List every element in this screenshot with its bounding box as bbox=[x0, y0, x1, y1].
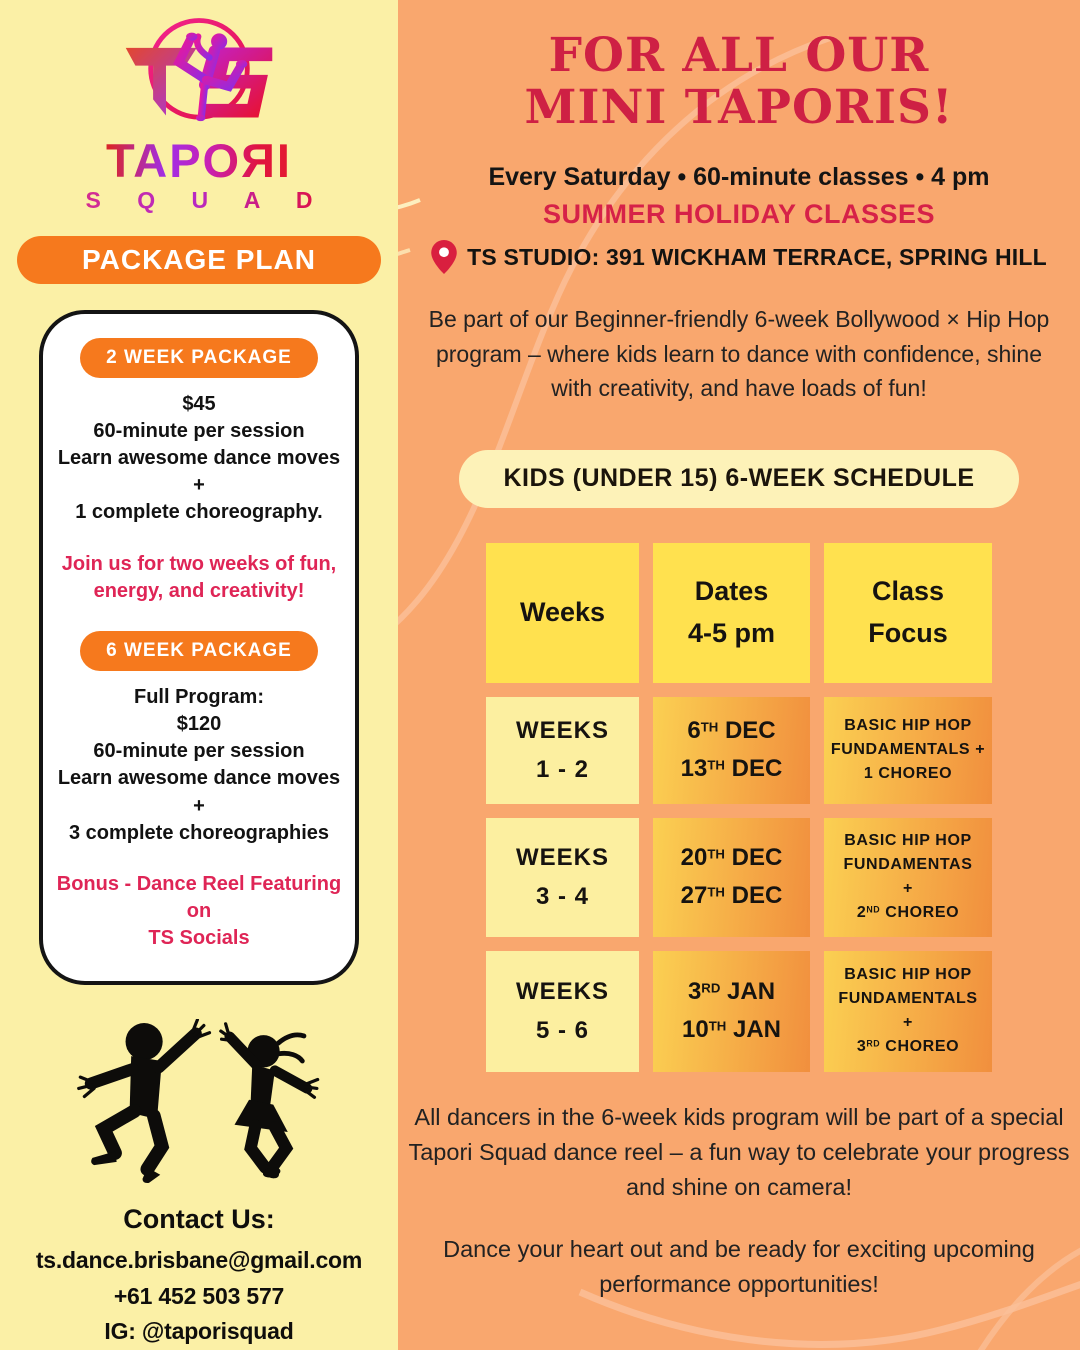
schedule-focus-cell bbox=[824, 951, 992, 1072]
package-detail-line: Full Program: bbox=[133, 685, 264, 708]
schedule-table bbox=[486, 543, 992, 1072]
right-panel bbox=[398, 0, 1080, 1350]
weeks-line: 1 - 2 bbox=[535, 756, 590, 784]
schedule-header-cell bbox=[824, 543, 992, 683]
studio-address: TS STUDIO: 391 WICKHAM TERRACE, SPRING HILL bbox=[467, 243, 1047, 270]
highlight-line: Bonus - Dance Reel Featuring on bbox=[56, 873, 342, 923]
class-time-line: Every Saturday • 60-minute classes • 4 pm bbox=[488, 163, 990, 192]
package-detail-line: 60-minute per session bbox=[93, 419, 305, 442]
left-panel bbox=[0, 0, 398, 1350]
weeks-line: WEEKS bbox=[515, 977, 609, 1005]
header-line: Dates bbox=[694, 576, 769, 607]
package-detail-line: $120 bbox=[176, 713, 222, 736]
weeks-line: WEEKS bbox=[515, 843, 609, 871]
ordinal-suffix: RD bbox=[866, 1038, 881, 1049]
program-intro: Be part of our Beginner-friendly 6-week Bollywood × Hip Hop program – where kids learn to dance with confidence, shine with creativity, and have loads of fun! bbox=[428, 306, 1050, 402]
package-badge: 6 WEEK PACKAGE bbox=[80, 631, 318, 671]
date-line: 10TH JAN bbox=[682, 1016, 781, 1044]
package-card bbox=[39, 310, 359, 985]
date-line: 6TH DEC bbox=[687, 716, 776, 744]
summer-classes-subtitle: SUMMER HOLIDAY CLASSES bbox=[542, 199, 936, 230]
package-details bbox=[53, 391, 345, 527]
package-detail-line: 1 complete choreography. bbox=[75, 501, 323, 524]
jumping-kids-silhouette bbox=[44, 1019, 354, 1189]
weeks-line: WEEKS bbox=[515, 716, 609, 744]
location-row bbox=[431, 240, 1047, 274]
jumping-girl-silhouette bbox=[221, 1023, 318, 1180]
schedule-weeks-cell bbox=[486, 818, 639, 937]
focus-line: FUNDAMENTAS bbox=[843, 856, 973, 874]
contact-heading: Contact Us: bbox=[123, 1204, 275, 1235]
focus-line: BASIC HIP HOP bbox=[844, 832, 972, 850]
focus-line: 1 CHOREO bbox=[863, 765, 953, 783]
brand-name: TAPOЯI bbox=[106, 133, 292, 187]
page-title bbox=[524, 30, 953, 133]
focus-line: + bbox=[903, 880, 913, 898]
schedule-dates-cell bbox=[653, 818, 810, 937]
ordinal-suffix: TH bbox=[707, 757, 725, 773]
ordinal-suffix: TH bbox=[708, 1018, 727, 1034]
highlight-line: Join us for two weeks of fun, bbox=[61, 552, 337, 575]
jumping-boy-silhouette bbox=[79, 1019, 210, 1182]
package-detail-line: $45 bbox=[182, 392, 216, 415]
header-line: Class bbox=[871, 576, 945, 607]
package-detail-line: Learn awesome dance moves + bbox=[57, 767, 341, 817]
location-pin-icon bbox=[431, 240, 457, 274]
date-line: 20TH DEC bbox=[680, 843, 783, 871]
schedule-focus-cell bbox=[824, 697, 992, 804]
dance-reel-note: All dancers in the 6-week kids program will be part of a special Tapori Squad dance reel – a fun way to celebrate your progress and shine on camera! bbox=[408, 1103, 1070, 1201]
performance-note: Dance your heart out and be ready for exciting upcoming performance opportunities! bbox=[443, 1235, 1035, 1297]
focus-line: 2ND CHOREO bbox=[856, 904, 960, 922]
title-line1: FOR ALL OUR bbox=[548, 28, 930, 83]
ordinal-suffix: TH bbox=[700, 719, 719, 735]
schedule-dates-cell bbox=[653, 951, 810, 1072]
header-line: Focus bbox=[868, 617, 948, 648]
header-line: 4-5 pm bbox=[687, 617, 776, 648]
title-line2: MINI TAPORIS! bbox=[524, 79, 954, 135]
package-detail-line: 3 complete choreographies bbox=[68, 821, 330, 844]
package-plan-pill: PACKAGE PLAN bbox=[17, 236, 381, 283]
schedule-weeks-cell bbox=[486, 697, 639, 804]
weeks-line: 3 - 4 bbox=[535, 883, 590, 911]
package-highlight bbox=[62, 551, 336, 605]
ordinal-suffix: ND bbox=[866, 904, 881, 915]
schedule-heading-pill: KIDS (UNDER 15) 6-WEEK SCHEDULE bbox=[459, 450, 1018, 508]
contact-instagram: IG: @taporisquad bbox=[104, 1318, 294, 1345]
package-detail-line: 60-minute per session bbox=[93, 740, 305, 763]
contact-phone: +61 452 503 577 bbox=[113, 1282, 285, 1309]
schedule-weeks-cell bbox=[486, 951, 639, 1072]
date-line: 3RD JAN bbox=[687, 977, 776, 1005]
package-detail-line: Learn awesome dance moves + bbox=[57, 446, 341, 497]
ordinal-suffix: RD bbox=[701, 980, 721, 996]
focus-line: FUNDAMENTALS + bbox=[830, 741, 986, 759]
focus-line: FUNDAMENTALS bbox=[838, 990, 978, 1008]
brand-subname: S Q U A D bbox=[71, 187, 328, 215]
focus-line: BASIC HIP HOP bbox=[844, 966, 972, 984]
contact-email: ts.dance.brisbane@gmail.com bbox=[35, 1247, 363, 1274]
highlight-line: TS Socials bbox=[148, 927, 250, 950]
package-highlight bbox=[53, 871, 345, 953]
highlight-line: energy, and creativity! bbox=[93, 579, 305, 602]
date-line: 13TH DEC bbox=[680, 755, 783, 783]
ordinal-suffix: TH bbox=[707, 846, 725, 862]
tapori-squad-logo bbox=[93, 6, 305, 135]
schedule-focus-cell bbox=[824, 818, 992, 937]
weeks-line: 5 - 6 bbox=[535, 1017, 590, 1045]
ordinal-suffix: TH bbox=[707, 884, 725, 900]
focus-line: 3RD CHOREO bbox=[856, 1038, 960, 1056]
package-badge: 2 WEEK PACKAGE bbox=[80, 338, 318, 378]
package-details bbox=[53, 684, 345, 847]
focus-line: + bbox=[903, 1014, 913, 1032]
focus-line: BASIC HIP HOP bbox=[844, 717, 972, 735]
schedule-header-cell bbox=[486, 543, 639, 683]
schedule-dates-cell bbox=[653, 697, 810, 804]
contact-block bbox=[36, 1204, 362, 1350]
header-line: Weeks bbox=[519, 596, 606, 627]
schedule-header-cell bbox=[653, 543, 810, 683]
date-line: 27TH DEC bbox=[680, 882, 783, 910]
